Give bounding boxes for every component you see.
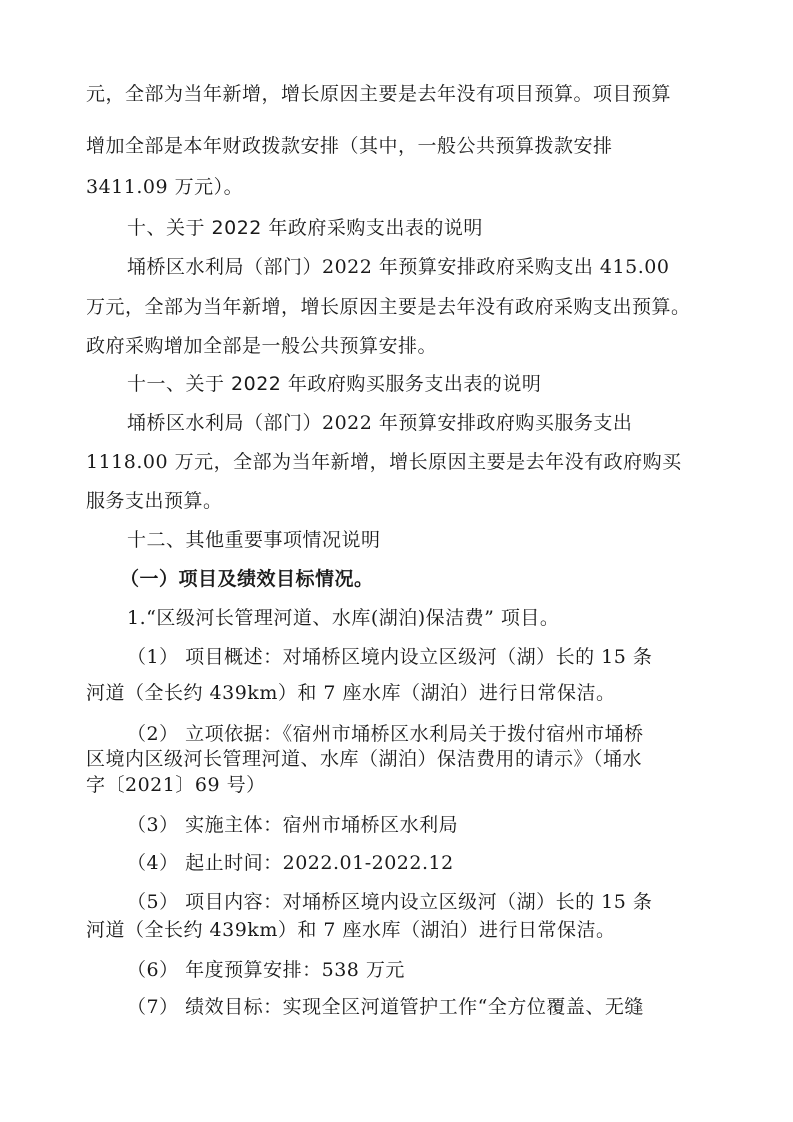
list-item: （3） 实施主体：宿州市埇桥区水利局 xyxy=(127,814,459,836)
body-text-line: 埇桥区水利局（部门）2022 年预算安排政府购买服务支出 xyxy=(127,412,633,434)
subsection-heading: （一）项目及绩效目标情况。 xyxy=(120,568,374,590)
body-text-line: 字〔2021〕69 号） xyxy=(86,774,266,796)
body-text-line: 元，全部为当年新增，增长原因主要是去年没有项目预算。项目预算 xyxy=(86,83,672,105)
project-title: 1.“区级河长管理河道、水库(湖泊)保洁费” 项目。 xyxy=(127,607,560,629)
body-text-line: 万元，全部为当年新增，增长原因主要是去年没有政府采购支出预算。 xyxy=(86,296,691,318)
list-item: （2） 立项依据：《宿州市埇桥区水利局关于拨付宿州市埇桥 xyxy=(127,723,644,745)
section-heading-10: 十、关于 2022 年政府采购支出表的说明 xyxy=(127,217,483,239)
body-text-line: 服务支出预算。 xyxy=(86,490,223,512)
list-item: （1） 项目概述：对埇桥区境内设立区级河（湖）长的 15 条 xyxy=(127,646,653,668)
body-text-line: 3411.09 万元）。 xyxy=(86,176,244,198)
list-item: （4） 起止时间：2022.01-2022.12 xyxy=(127,852,454,874)
section-heading-12: 十二、其他重要事项情况说明 xyxy=(127,529,381,551)
body-text-line: 河道（全长约 439km）和 7 座水库（湖泊）进行日常保洁。 xyxy=(86,919,616,941)
body-text-line: 1118.00 万元，全部为当年新增，增长原因主要是去年没有政府购买 xyxy=(86,451,682,473)
section-heading-11: 十一、关于 2022 年政府购买服务支出表的说明 xyxy=(127,373,542,395)
body-text-line: 增加全部是本年财政拨款安排（其中，一般公共预算拨款安排 xyxy=(86,135,613,157)
list-item: （7） 绩效目标：实现全区河道管护工作“全方位覆盖、无缝 xyxy=(127,996,644,1018)
body-text-line: 埇桥区水利局（部门）2022 年预算安排政府采购支出 415.00 xyxy=(127,256,670,278)
body-text-line: 区境内区级河长管理河道、水库（湖泊）保洁费用的请示》（埇水 xyxy=(86,748,643,770)
body-text-line: 河道（全长约 439km）和 7 座水库（湖泊）进行日常保洁。 xyxy=(86,682,616,704)
body-text-line: 政府采购增加全部是一般公共预算安排。 xyxy=(86,335,438,357)
list-item: （5） 项目内容：对埇桥区境内设立区级河（湖）长的 15 条 xyxy=(127,891,653,913)
list-item: （6） 年度预算安排：538 万元 xyxy=(127,959,405,981)
